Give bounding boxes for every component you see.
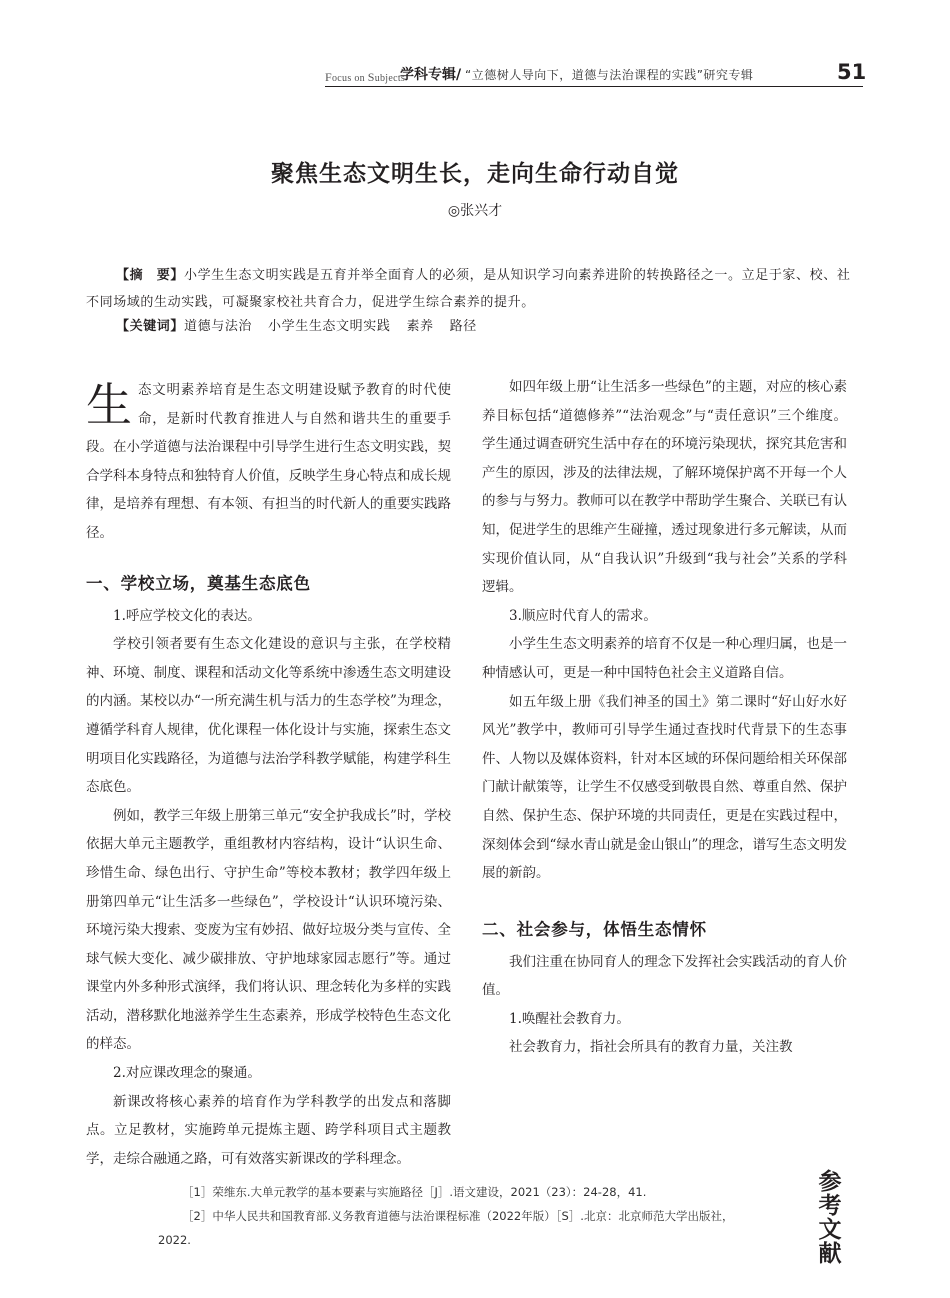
abstract (86, 262, 864, 316)
special-topic: “立德树人导向下，道德与法治课程的实践”研究专辑 (465, 68, 754, 82)
abstract-text: 小学生生态文明实践是五育并举全面育人的必须，是从知识学习向素养进阶的转换路径之一。立足于家、校、社不同场域的生动实践，可凝聚家校社共育合力，促进学生综合素养的提升。 (86, 268, 851, 310)
intro-paragraph: 生态文明素养培育是生态文明建设赋予教育的时代使命，是新时代教育推进人与自然和谐共生的重要手段。在小学道德与法治课程中引导学生进行生态文明实践，契合学科本身特点和独特育人价值，反映学生身心特点和成长规律，是培养有理想、有本领、有担当的时代新人的重要实践路径。 (86, 378, 451, 541)
running-header (0, 0, 950, 90)
header-rule (325, 86, 863, 87)
body-paragraph: 新课改将核心素养的培育作为学科教学的出发点和落脚点。立足教材，实施跨单元提炼主题、跨学科项目式主题教学，走综合融通之路，可有效落实新课改的学科理念。 (86, 1093, 451, 1167)
section-heading-2: 二、社会参与，体悟生态情怀 (482, 919, 707, 939)
reference-item-continued: 2022. (158, 1233, 191, 1247)
right-column (482, 373, 847, 1062)
keyword: 路径 (449, 319, 477, 334)
body-paragraph: 学校引领者要有生态文化建设的意识与主张，在学校精神、环境、制度、课程和活动文化等系统中渗透生态文明建设的内涵。某校以办“一所充满生机与活力的生态学校”为理念，遵循学科育人规律，优化课程一体化设计与实施，探索生态文明项目化实践路径，为道德与法治学科教学赋能，构建学科生态底色。 (86, 636, 451, 796)
section-heading-1: 一、学校立场，奠基生态底色 (86, 573, 311, 593)
keywords-label: 【关键词】 (116, 319, 185, 334)
body-paragraph: 如四年级上册“让生活多一些绿色”的主题，对应的核心素养目标包括“道德修养”“法治观念”与“责任意识”三个维度。学生通过调查研究生活中存在的环境污染现状，探究其危害和产生的原因，涉及的法律法规，了解环境保护离不开每一个人的参与与努力。教师可以在教学中帮助学生聚合、关联已有认知，促进学生的思维产生碰撞，透过现象进行多元解读，从而实现价值认同，从“自我认识”升级到“我与社会”关系的学科逻辑。 (482, 379, 847, 596)
body-paragraph: 小学生生态文明素养的培育不仅是一种心理归属，也是一种情感认可，更是一种中国特色社会主义道路自信。 (482, 636, 847, 681)
subheading-2-1: 1.唤醒社会教育力。 (509, 1010, 630, 1027)
references (160, 1180, 800, 1252)
reference-item: ［1］荣维东.大单元教学的基本要素与实施路径［J］.语文建设，2021（23）：24-28，41. (182, 1185, 647, 1199)
section-name: 学科专辑/ (400, 67, 462, 83)
references-badge: 参 考 文 献 (818, 1169, 842, 1267)
article-title: 聚焦生态文明生长，走向生命行动自觉 (271, 160, 679, 187)
body-paragraph: 如五年级上册《我们神圣的国土》第二课时“好山好水好风光”教学中，教师可引导学生通过查找时代背景下的生态事件、人物以及媒体资料，针对本区域的环保问题给相关环保部门献计献策等，让学生不仅感受到敬畏自然、尊重自然、保护自然、保护生态、保护环境的共同责任，更是在实践过程中，深刻体会到“绿水青山就是金山银山”的理念，谱写生态文明发展的新韵。 (482, 693, 847, 882)
subheading-1-2: 2.对应课改理念的聚通。 (113, 1065, 261, 1082)
article-author: ◎张兴才 (447, 203, 503, 219)
drop-cap: 生 (86, 378, 132, 432)
left-column (86, 376, 451, 1173)
abstract-label: 【摘 要】 (116, 268, 185, 283)
keyword: 道德与法治 (184, 319, 253, 334)
subheading-1-1: 1.呼应学校文化的表达。 (113, 607, 261, 624)
body-paragraph: 社会教育力，指社会所具有的教育力量，关注教 (509, 1039, 793, 1056)
reference-item: ［2］中华人民共和国教育部.义务教育道德与法治课程标准（2022年版）［S］.北京：北京师范大学出版社， (182, 1209, 734, 1223)
page-number: 51 (837, 60, 867, 84)
keywords (116, 315, 493, 334)
keyword: 素养 (406, 319, 434, 334)
body-paragraph: 我们注重在协同育人的理念下发挥社会实践活动的育人价值。 (482, 953, 847, 999)
subheading-1-3: 3.顺应时代育人的需求。 (509, 607, 657, 624)
journal-kicker: Focus on Subjects (325, 70, 406, 84)
body-paragraph: 例如，教学三年级上册第三单元“安全护我成长”时，学校依据大单元主题教学，重组教材内容结构，设计“认识生命、珍惜生命、绿色出行、守护生命”等校本教材；教学四年级上册第四单元“让生活多一些绿色”，学校设计“认识环境污染、环境污染大搜索、变废为宝有妙招、做好垃圾分类与宣传、全球气候大变化、减少碳排放、守护地球家园志愿行”等。通过课堂内外多种形式演绎，我们将认识、理念转化为多样的实践活动，潜移默化地滋养学生生态素养，形成学校特色生态文化的样态。 (86, 807, 451, 1053)
keyword: 小学生生态文明实践 (268, 319, 391, 334)
